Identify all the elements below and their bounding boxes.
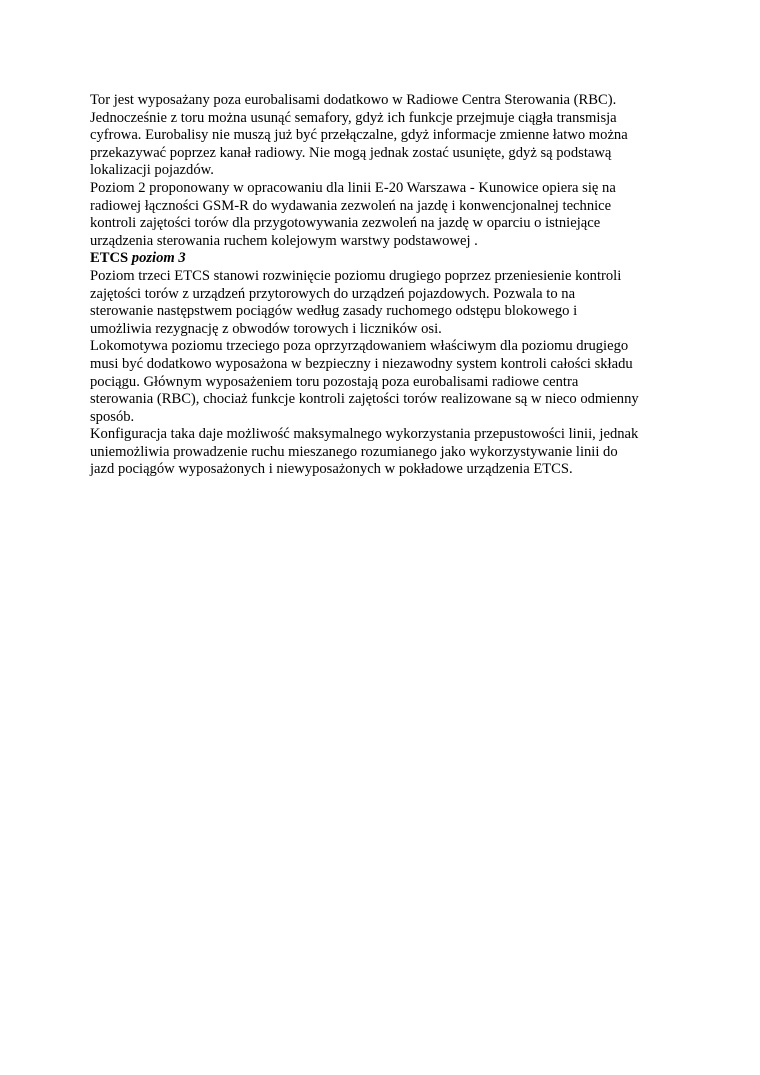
text-line: umożliwia rezygnację z obwodów torowych i liczników osi. <box>90 320 442 337</box>
text-line: lokalizacji pojazdów. <box>90 162 214 179</box>
text-line: Lokomotywa poziomu trzeciego poza oprzyrządowaniem właściwym dla poziomu drugiego <box>90 338 629 355</box>
text-line: cyfrowa. Eurobalisy nie muszą już być przełączalne, gdyż informacje zmienne łatwo można <box>90 127 628 144</box>
text-line: sposób. <box>90 408 135 425</box>
text-line: musi być dodatkowo wyposażona w bezpieczny i niezawodny system kontroli całości składu <box>90 355 633 372</box>
text-line: jazd pociągów wyposażonych i niewyposażonych w pokładowe urządzenia ETCS. <box>90 461 573 478</box>
text-line: kontroli zajętości torów dla przygotowywania zezwoleń na jazdę w oparciu o istniejące <box>90 215 601 232</box>
body-text <box>90 92 680 479</box>
text-line: przekazywać poprzez kanał radiowy. Nie mogą jednak zostać usunięte, gdyż są podstawą <box>90 144 612 161</box>
text-line: uniemożliwia prowadzenie ruchu mieszanego rozumianego jako wykorzystywanie linii do <box>90 443 618 460</box>
text-line: Konfiguracja taka daje możliwość maksymalnego wykorzystania przepustowości linii, jednak <box>90 426 639 443</box>
heading-italic: poziom 3 <box>131 250 186 267</box>
text-line: sterowanie następstwem pociągów według zasady ruchomego odstępu blokowego i <box>90 303 578 320</box>
text-line: radiowej łączności GSM-R do wydawania zezwoleń na jazdę i konwencjonalnej technice <box>90 197 612 214</box>
text-line: Poziom 2 proponowany w opracowaniu dla linii E-20 Warszawa - Kunowice opiera się na <box>90 179 616 196</box>
text-line: urządzenia sterowania ruchem kolejowym warstwy podstawowej . <box>90 232 478 249</box>
text-line: Jednocześnie z toru można usunąć semafory, gdyż ich funkcje przejmuje ciągła transmisja <box>90 109 617 126</box>
text-line: Poziom trzeci ETCS stanowi rozwinięcie poziomu drugiego poprzez przeniesienie kontroli <box>90 267 622 284</box>
text-line: sterowania (RBC), chociaż funkcje kontroli zajętości torów realizowane są w nieco odmienny <box>90 391 639 408</box>
text-line: Tor jest wyposażany poza eurobalisami dodatkowo w Radiowe Centra Sterowania (RBC). <box>90 92 617 108</box>
heading-bold: ETCS <box>90 250 129 267</box>
text-line: pociągu. Głównym wyposażeniem toru pozostają poza eurobalisami radiowe centra <box>90 373 579 390</box>
text-line: zajętości torów z urządzeń przytorowych do urządzeń pojazdowych. Pozwala to na <box>90 285 576 302</box>
section-heading <box>90 250 680 268</box>
